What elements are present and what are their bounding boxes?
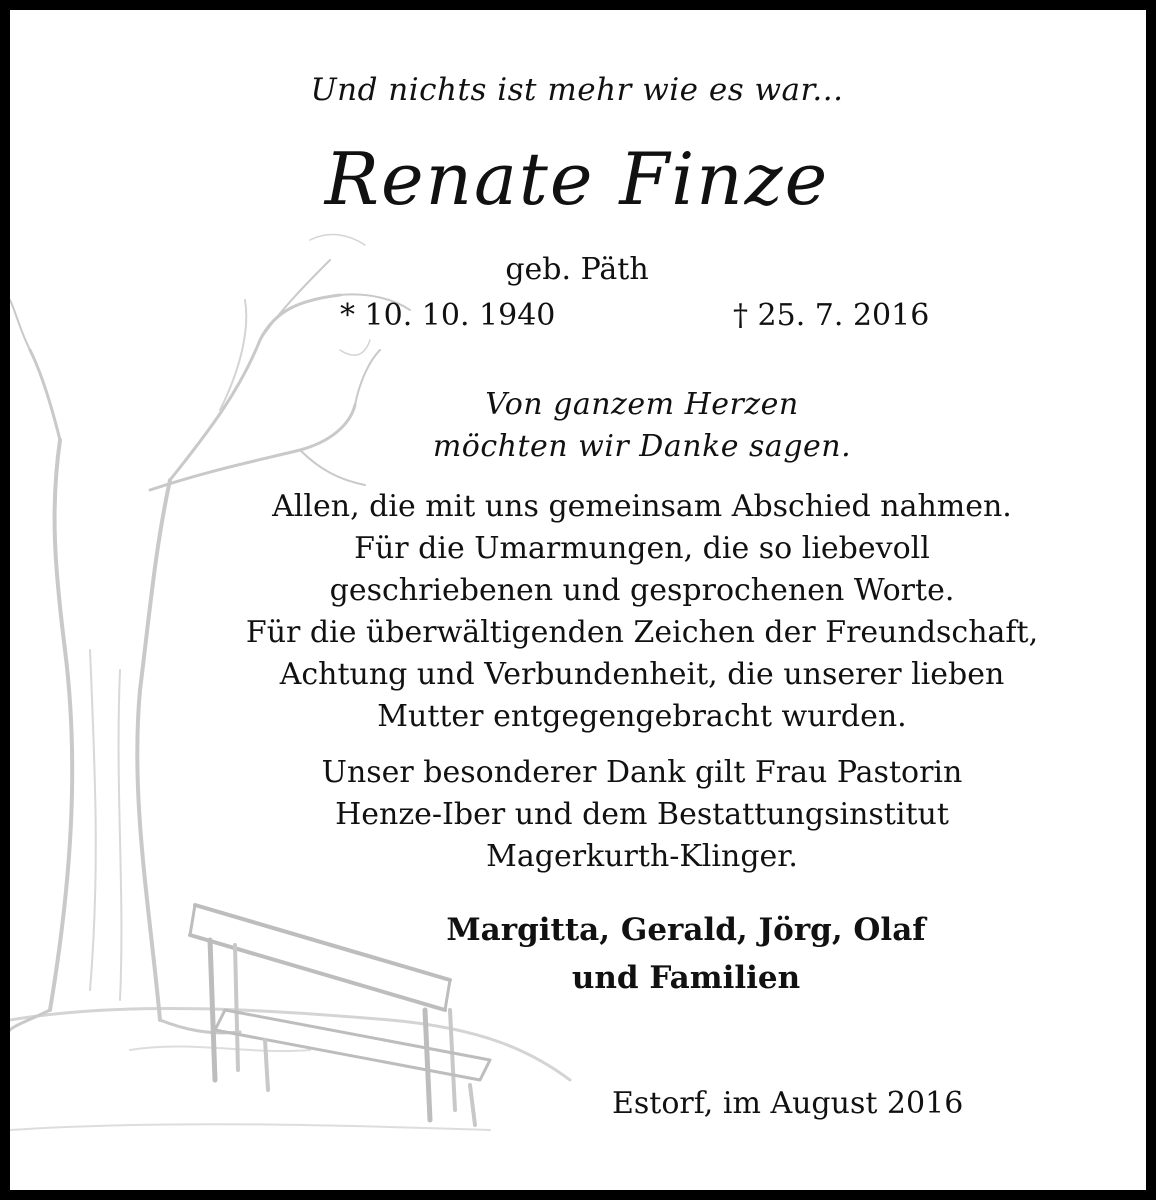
deceased-name: Renate Finze xyxy=(324,137,830,221)
family-line: Margitta, Gerald, Jörg, Olaf xyxy=(446,912,926,948)
thanks-line: Achtung und Verbundenheit, die unserer lieben xyxy=(279,657,1005,692)
intro-text xyxy=(142,384,1142,468)
special-thanks-line: Henze-Iber und dem Bestattungsinstitut xyxy=(335,797,949,832)
thanks-line: Mutter entgegengebracht wurden. xyxy=(377,699,907,734)
birth-date: * 10. 10. 1940 xyxy=(340,298,556,333)
family-signature xyxy=(186,906,1156,1002)
thanks-line: Allen, die mit uns gemeinsam Abschied nahmen. xyxy=(272,489,1012,524)
special-thanks-line: Magerkurth-Klinger. xyxy=(486,839,798,874)
family-line: und Familien xyxy=(571,960,801,996)
thanks-line: geschriebenen und gesprochenen Worte. xyxy=(329,573,955,608)
special-thanks-line: Unser besonderer Dank gilt Frau Pastorin xyxy=(321,755,963,790)
place-and-date: Estorf, im August 2016 xyxy=(612,1086,964,1121)
thanks-paragraph xyxy=(142,486,1142,738)
maiden-name: geb. Päth xyxy=(505,252,649,287)
intro-line: möchten wir Danke sagen. xyxy=(432,429,852,464)
special-thanks-paragraph xyxy=(142,752,1142,878)
thanks-line: Für die Umarmungen, die so liebevoll xyxy=(354,531,930,566)
thanks-line: Für die überwältigenden Zeichen der Freundschaft, xyxy=(245,615,1039,650)
motto: Und nichts ist mehr wie es war... xyxy=(310,72,844,108)
intro-line: Von ganzem Herzen xyxy=(485,387,799,422)
death-date: † 25. 7. 2016 xyxy=(733,298,930,333)
